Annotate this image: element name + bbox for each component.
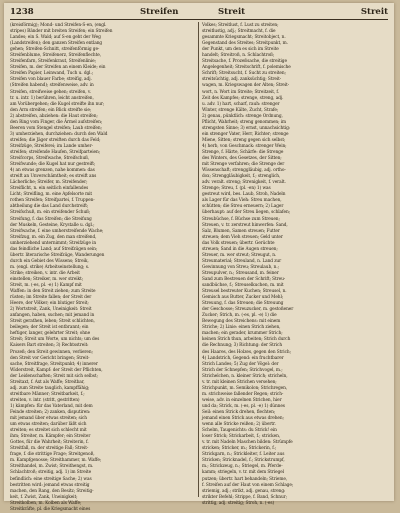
text-line: streuen; dem Vieh streuen; Geld unter	[202, 234, 283, 240]
text-line: Beeren vom Stengel streifen; Laub streifen;	[10, 125, 102, 131]
text-line: (kreisförmig); Mond- und Streifen-S-en, (engl.	[10, 23, 107, 28]
text-line: m. Kampfgenosse; Streithammer, m. Waffe;	[10, 458, 102, 464]
text-line: striemig, adj.; strikt, adj. genau, streng:	[202, 488, 286, 494]
text-line: Streit gerathen, leben; Streit schlichten,	[10, 319, 95, 325]
text-line: Strich der Schnepfen; Strichvogel, m.;	[202, 367, 283, 373]
text-line: Streifschuß, m. ein streifender Schuß;	[10, 210, 91, 216]
text-line: Streitaxt, f. Axt als Waffe; Streitbar,	[10, 379, 85, 385]
text-line: Lächerliche; Streifer, m. Streifender;	[10, 180, 88, 186]
text-line: mit Strenge verfahren; die Strenge der	[202, 162, 285, 168]
text-line: Licht; Streifling, m. eine Apfelsorte mit	[10, 192, 93, 198]
text-line: putzen; übertr. hart behandeln; Strieme,	[202, 476, 288, 482]
text-line: Strenge; Streu, f. (pl. -en) 1) was	[202, 186, 271, 192]
text-line: Feinde streiten; 2) zanken, disputiren:	[10, 410, 91, 415]
text-line: Streifzüge, Streiferei; im Lande umher-	[10, 143, 93, 149]
text-line: als Lager für das Vieh: Streu machen,	[202, 198, 282, 204]
text-line: streiten, v. intr. (stritt, gestritten)	[10, 397, 80, 403]
text-line: anfangen, haben, suchen; mit jemand in	[10, 313, 95, 319]
text-line: Strichelchen, n. kleiner Strich; stricheln,	[202, 373, 288, 379]
text-line: sandbüchse, f.; Streuselkuchen, m. mit	[202, 283, 284, 289]
text-line: 4) herb, von Geschmack: strenger Wein;	[202, 143, 287, 149]
text-line: dox; Strenggläubigkeit, f.; strenglich,	[202, 174, 281, 180]
text-line: den Streit vor Gericht bringen; Streit-	[10, 355, 90, 361]
text-line: Stricken; Stricknadel, f.; Strickstrumpf,	[202, 458, 285, 464]
text-line: 2) Wortstreit, Zank, Uneinigkeit: Streit	[10, 307, 92, 313]
text-line: Streifwache, f. eine umherstreifende Wache;	[10, 228, 104, 234]
text-line: loser Strick; Strickarbeit, f.; stricken,	[202, 434, 281, 440]
text-line: Widerstreit, Kampf: der Streit der Pflichten,	[10, 367, 103, 373]
text-line: Streubüchse, f. Büchse zum Streuen;	[202, 216, 280, 222]
text-line: überhaupt: auf der Streu liegen, schlafen;	[202, 210, 291, 216]
text-line: streifen; die Jäger streiften durch das Feld;	[10, 137, 101, 143]
text-line: adj. zum Streite tauglich, kampffähig;	[10, 385, 90, 391]
text-line: f. Streifen auf der Haut von einem Schlage;	[202, 482, 294, 488]
text-line: abtheilung die das Land durchstreift;	[10, 204, 89, 210]
text-line: umherziehend unternimmt; Streifzüge in	[10, 240, 97, 246]
text-line: übertr. literarische Streifzüge, Wanderungen	[10, 252, 105, 258]
text-line: Angelegenheit; Streitschrift, f. polemische	[202, 65, 291, 71]
text-line: jemand einen Strick aus etwas drehen;	[202, 416, 284, 422]
text-line: Gegenstand des Streites; Streitpunkt, m.	[202, 41, 288, 47]
text-line: m. (engl. strike) Arbeitseinstellung; s.	[10, 264, 90, 270]
text-line: Bewegung des Streichens: mit einem	[202, 319, 281, 325]
text-line: Gewinnung von Streu; Streulaub, n.;	[202, 264, 280, 270]
text-line: 4) Landstrich, Gegend: ein fruchtbarer	[202, 355, 284, 361]
text-line: v. tr. mit Nadeln Maschen bilden: Strümpfe	[202, 440, 293, 446]
text-line: Striche; 2) Linie: einen Strich ziehen,	[202, 325, 281, 331]
text-line: (Streifen habend); streifenweise, adv. in	[10, 83, 94, 89]
text-line: streifen; streifende Haufen, Streifparteien;	[10, 149, 101, 155]
text-line: beilegen; der Streit ist entbrannt; ein	[10, 325, 89, 331]
text-line: Strike; streiken, v. intr. die Arbeit	[10, 270, 80, 276]
text-line: Streifen, m. der Streifen an einem Kleide; ein	[10, 65, 106, 71]
text-line: stricken; Stricker, m.; Strickerin, f.;	[202, 446, 277, 452]
text-line: der Leidenschaften; Streit mit sich selbst;	[10, 373, 98, 379]
text-line: Seil: einen Strick drehen, flechten;	[202, 410, 276, 415]
text-line: Strichpunkt, m. Semikolon; Strichregen,	[202, 385, 288, 391]
text-line: adv. veralt. streng; Strenigkeit, f. veralt.	[202, 180, 286, 186]
text-line: des Winters, des Gesetzes, der Sitten;	[202, 156, 282, 162]
text-line: machen, den Rang, den Besitz; Streitig-	[10, 488, 94, 494]
text-line: Pflicht, Wahrheit; streng genommen; im	[202, 119, 287, 125]
text-line: wenn alle Stricke reißen; 2) übertr.	[202, 422, 276, 428]
text-line: Schlachtroß; streitig, adj. 1) im Streite	[10, 470, 92, 476]
text-line: weise, adv. in einzelnen Strichen, hier	[202, 397, 282, 403]
text-line: um etwas streiten; darüber läßt sich	[10, 422, 87, 428]
text-line: Streitkräfte, pl. die Kriegsmacht eines	[10, 506, 91, 512]
text-line: Streitkolben, m. Kolben als Waffe;	[10, 500, 82, 506]
text-line: keit, f. Zwist, Zank, Uneinigkeit;	[10, 494, 78, 500]
running-headword-middle: Streit	[218, 7, 246, 17]
text-line: Streumaterial; Streuland, n. Land zur	[202, 258, 282, 264]
text-line: frage, f. die strittige Frage; Streitgenoß,	[10, 452, 95, 458]
text-line: den Ring vom Finger, die Ärmel aufstreifen;	[10, 119, 103, 125]
text-line: Strenge, f. Härte, Schärfe: die Strenge	[202, 149, 284, 155]
text-line: einstellen; Streiker, m. wer streikt;	[10, 276, 84, 282]
text-line: streuen; Sand in die Augen streuen;	[202, 246, 278, 252]
left-column	[10, 23, 196, 512]
text-line: Strich Landes; 5) Zug der Vögel: der	[202, 361, 279, 367]
text-line: v. tr. mit kleinen Strichen versehen;	[202, 379, 277, 385]
text-line: Streifzug, m. ein Zug, den man streifend,	[10, 234, 97, 240]
text-line: Streifung, f. das Streifen; die Streifung	[10, 216, 92, 222]
text-line: der Geschosse; Streuzucker, m. gestoßener	[202, 307, 294, 313]
text-line: streiten; es streitet sich schlecht mit	[10, 428, 87, 434]
text-line: den Arm streifen; ein Blick streifte sie;	[10, 107, 92, 113]
text-line: am Vorübergehen; die Kugel streifte ihn nur;	[10, 101, 105, 107]
text-line: der Muskeln, Gesteine, Krystalle u. dgl.;	[10, 222, 95, 228]
text-line: Streuen, v. tr. zerstreut hinwerfen: Sand,	[202, 222, 288, 228]
text-line: streitbare Männer; Streitbarkeit, f.;	[10, 391, 85, 397]
text-line: und da; Strick, m. (-es, pl. -e) 1) dünnes	[202, 403, 285, 409]
text-line: rothen Streifen; Streifpartei, f. Truppen-	[10, 198, 95, 204]
text-line: das feindliche Land; auf Streifzügen sein;	[10, 246, 98, 252]
text-line: strittig, adj. streitig; Stroh, n. (-es)	[202, 500, 275, 506]
text-line: Streifcorps, Streifwache, Streifschuß,	[10, 156, 90, 162]
text-line: Streifen, streifweise gehen; streifen, v.	[10, 89, 91, 95]
page-number: 1238	[10, 7, 34, 17]
text-line: Streifenfarn, Streifenkraut, Streifenlinie;	[10, 59, 96, 65]
text-line: das Volk streuen; übertr. Gerüchte	[202, 240, 275, 246]
text-line: keinen Strich thun, arbeiten; Strich durch	[202, 337, 291, 343]
text-line: Streithandel, m. Zwist; Streithengst, m.	[10, 464, 94, 470]
text-line: schütten; die Streu erneuern; 2) Lager	[202, 204, 284, 210]
text-line: ihm; Streiter, m. Kämpfer; ein Streiter	[10, 434, 91, 440]
text-line: streift an Unverschämtheit; es streift ans	[10, 174, 97, 180]
text-line: strengsten Sinne; 3) ernst, unnachsichtig:	[202, 125, 291, 131]
text-line: Sand zum Bestreuen der Schrift; Streu-	[202, 276, 286, 282]
text-line: strikter Befehl; Strippe, f. Band, Schnur;	[202, 494, 287, 500]
page-header	[10, 7, 388, 19]
text-line: Kaisers Bart streiten; 3) Rechtsstreit:	[10, 343, 89, 349]
text-line: bestritten wird: jemand etwas streitig	[10, 482, 90, 488]
text-line: 2) genau, pünktlich: strenge Ordnung,	[202, 113, 283, 119]
text-line: kamm; striegeln, v. tr. mit dem Striegel	[202, 470, 285, 476]
text-line: Streifen Papier, Leinwand, Tuch u. dgl.;	[10, 71, 94, 77]
text-line: Streit, m. (-es, pl. -e) 1) Kampf mit	[10, 283, 82, 289]
text-line: Volkes; Streitlust, f. Lust zu streiten;	[202, 23, 279, 28]
text-line: Schrift; Streitsucht, f. Sucht zu streiten;	[202, 71, 286, 77]
text-line: Streifwunde; die Kugel hat nur gestreift;	[10, 162, 96, 168]
text-line: Miene, Sitten; streng gegen sich selbst;	[202, 137, 286, 143]
text-line: wort, n. Wort im Streite; Streitzeit, f.	[202, 89, 280, 95]
text-line: befindlich: eine streitige Sache; 2) was	[10, 476, 92, 482]
text-line: (Landstreifen); den ganzen Streifen entlang	[10, 41, 103, 47]
running-headword-right: Streit	[360, 7, 388, 17]
text-line: mit jemand über etwas streiten; sich	[10, 416, 87, 422]
text-line: stripes) Bänder mit breiten Streifen; ein Streifen	[10, 29, 113, 35]
dictionary-page	[4, 3, 394, 512]
text-line: gehen; Streifen-Schnitt, streifenförmig ge-	[10, 47, 100, 53]
text-line: rüsten; im Streite fallen; der Streit der	[10, 295, 92, 301]
text-line: durch ein Gebiet des Wissens; Streik,	[10, 258, 89, 264]
text-line: Wissenschaft; strenggläubig, adj. ortho-	[202, 168, 286, 174]
text-line: Streiflicht, n. ein seitlich einfallendes	[10, 186, 89, 192]
text-line: Streuer, m. wer streut; Streugut, n.	[202, 252, 277, 258]
text-line: Streifenblume, Streifenerz, Streifenflechte,	[10, 53, 101, 59]
text-line: des Haares, des Holzes, gegen den Strich;	[202, 349, 291, 355]
text-line: Streupulver, n.; Streusand, m. feiner	[202, 270, 279, 276]
text-line: ein strenger Vater, Herr, Richter; strenge	[202, 131, 289, 137]
text-line: wagen, m. Kriegswagen der Alten; Streit-	[202, 83, 290, 89]
text-line: gesammte Kriegsmacht; Streitobject, n.	[202, 35, 286, 41]
text-line: 3) umherziehen, durchziehen: durch den Wald	[10, 131, 108, 137]
text-line: streitlustig, adj.; Streitmacht, f. die	[202, 29, 276, 35]
text-line: Streifen von blauer Farbe; streifig, adj.	[10, 77, 92, 83]
text-line: Salz, Blumen, Samen streuen; Futter	[202, 228, 280, 234]
right-column	[202, 23, 388, 506]
text-line: der Punkt, um den es sich im Streite	[202, 47, 279, 53]
text-line: 2) abstreifen, abziehen: die Haut streifen;	[10, 113, 98, 119]
column-divider	[198, 22, 199, 497]
text-line: Gemisch aus Butter, Zucker und Mehl;	[202, 295, 284, 301]
text-line: m.; Strickzeug, n.; Striegel, m. Pferde-	[202, 464, 283, 470]
text-line: Prozeß; den Streit gewinnen, verlieren;	[10, 349, 93, 355]
text-line: Streitfall, m. der streitige Fall; Streit-	[10, 446, 89, 452]
header-rule	[10, 19, 388, 20]
text-line: 1) kämpfen: für das Vaterland, mit dem	[10, 403, 93, 409]
text-line: tr. u. intr. 1) berühren, leicht anstreifen,	[10, 95, 94, 101]
running-headword-left: Streifen	[140, 7, 179, 17]
text-line: Zucker; Strich, m. (-es, pl. -e) 1) die	[202, 313, 277, 319]
text-line: Strickgarn, n.; Strickleiter, f. Leiter aus	[202, 452, 285, 458]
text-line: heftiger, langer, gelehrter Streit; ohne	[10, 331, 91, 337]
text-line: machen; ein gerader, krummer Strich;	[202, 331, 283, 337]
text-line: Landes; ein S. Wald; auf S-en geht der Weg	[10, 35, 101, 41]
text-line: Zeit des Kampfes; strenge, streng, adj.	[202, 95, 284, 101]
text-line: 4) an etwas grenzen, nahe kommen: das	[10, 168, 95, 174]
text-line: m. strichweise fallender Regen; strich-	[202, 391, 284, 397]
text-line: Winter, strenge Kälte, Zucht, Strafe;	[202, 107, 279, 113]
text-line: u. adv. 1) hart, scharf, rauh: strenger	[202, 101, 280, 107]
text-line: Streusel bestreuter Kuchen; Streusel, n.	[202, 289, 287, 295]
text-line: Heere, der Völker; ein blutiger Streit;	[10, 301, 89, 307]
text-line: streitsüchtig, adj. zanksüchtig; Streit-	[202, 77, 282, 83]
text-line: Streitsache, f. Prozeßsache, die streitige	[202, 59, 287, 65]
text-line: Streuung, f. das Streuen; die Streuung	[202, 301, 284, 307]
text-line: sache, Streitfrage, Streitpunkt; 4) innerer	[10, 361, 98, 367]
text-line: die Rechnung; 3) Richtung: der Strich	[202, 343, 283, 349]
text-line: Gottes, für die Wahrheit; Streiterin, f.	[10, 440, 89, 446]
text-line: handelt; Streitroß, n. Schlachtroß;	[202, 53, 275, 59]
text-line: gestreut wird, bes. Laub, Stroh, Nadeln	[202, 192, 286, 198]
text-line: Waffen: in den Streit ziehen; zum Streite	[10, 289, 96, 295]
text-line: Schelm, Taugenichts: du Strick! ein	[202, 428, 277, 434]
text-line: Streit; Streit um Worte, um nichts; um des	[10, 337, 100, 343]
